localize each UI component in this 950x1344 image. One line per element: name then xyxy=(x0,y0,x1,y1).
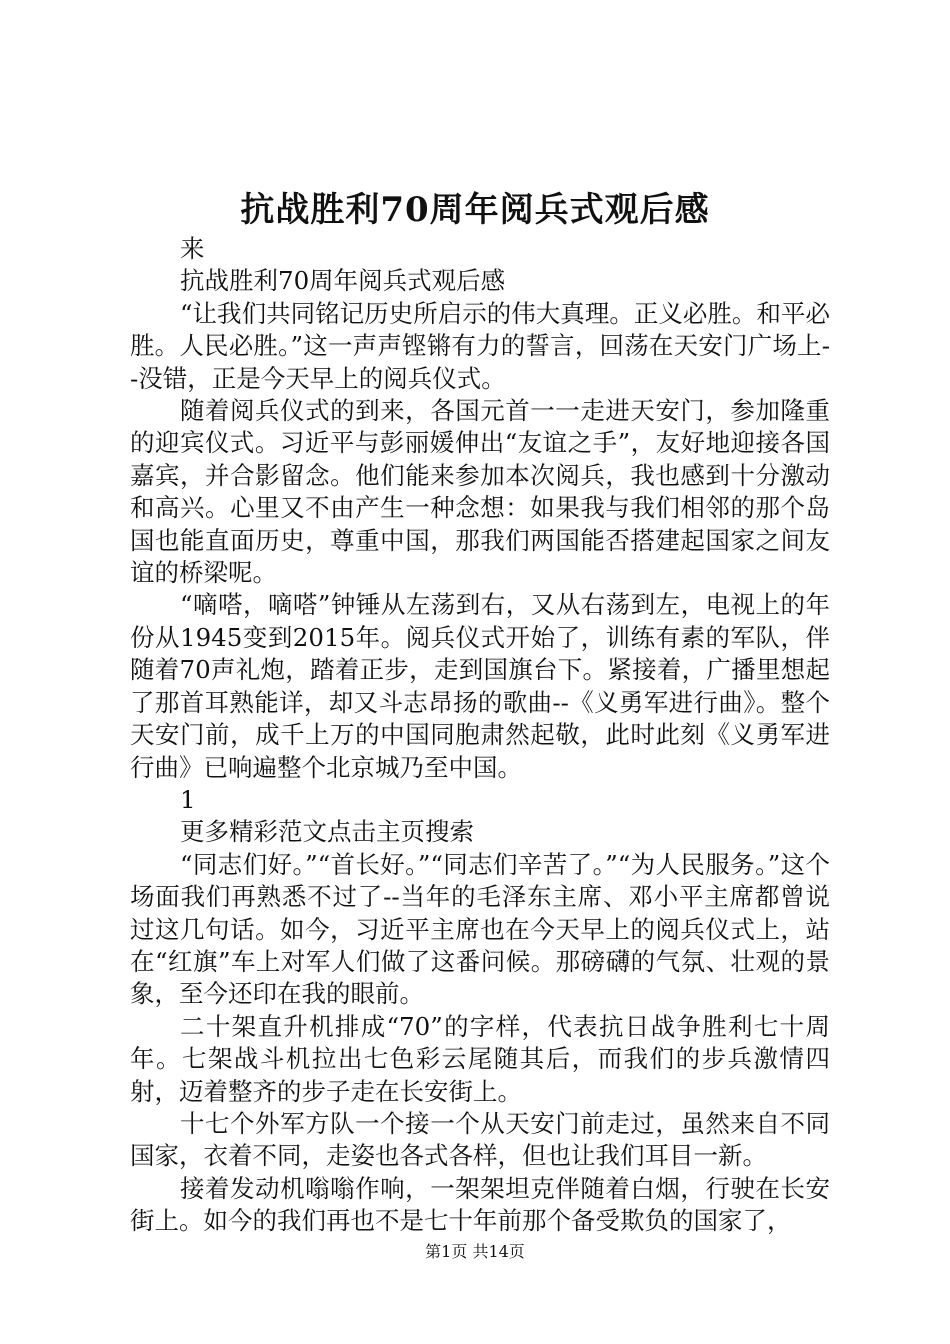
paragraph-lai: 来 xyxy=(180,234,205,263)
paragraph-page-number: 1 xyxy=(180,784,196,814)
paragraph: 十七个外军方队一个接一个从天安门前走过，虽然来自不同国家，衣着不同，走姿也各式各样，但也让我们耳目一新。 xyxy=(130,1108,830,1171)
paragraph: 接着发动机嗡嗡作响，一架架坦克伴随着白烟，行驶在长安街上。如今的我们再也不是七十年前那个备受欺负的国家了， xyxy=(130,1173,830,1236)
paragraph-promo: 更多精彩范文点击主页搜索 xyxy=(180,817,474,847)
paragraph: “嘀嗒，嘀嗒”钟锤从左荡到右，又从右荡到左，电视上的年份从1945变到2015年。阅兵仪式开始了，训练有素的军队，伴随着70声礼炮，踏着正步，走到国旗台下。紧接着，广播里想起了那首耳熟能详，却又斗志昂扬的歌曲--《义勇军进行曲》。整个天安门前，成千上万的中国同胞肃然起敬，此时此刻《义勇军进行曲》已响遍整个北京城乃至中国。 xyxy=(130,590,830,782)
paragraph: 二十架直升机排成“70”的字样，代表抗日战争胜利七十周年。七架战斗机拉出七色彩云尾随其后，而我们的步兵激情四射，迈着整齐的步子走在长安街上。 xyxy=(130,1011,830,1106)
document-title: 抗战胜利70周年阅兵式观后感 xyxy=(240,190,710,230)
paragraph: “让我们共同铭记历史所启示的伟大真理。正义必胜。和平必胜。人民必胜。”这一声声铿锵有力的誓言，回荡在天安门广场上--没错，正是今天早上的阅兵仪式。 xyxy=(130,298,830,393)
paragraph: 随着阅兵仪式的到来，各国元首一一走进天安门，参加隆重的迎宾仪式。习近平与彭丽媛伸出“友谊之手”，友好地迎接各国嘉宾，并合影留念。他们能来参加本次阅兵，我也感到十分激动和高兴。心里又不由产生一种念想：如果我与我们相邻的那个岛国也能直面历史，尊重中国，那我们两国能否搭建起国家之间友谊的桥梁呢。 xyxy=(130,396,830,588)
document-body xyxy=(130,233,830,1238)
paragraph-subtitle: 抗战胜利70周年阅兵式观后感 xyxy=(180,266,506,296)
page-footer: 第1页 共14页 xyxy=(425,1242,525,1261)
paragraph: “同志们好。”“首长好。”“同志们辛苦了。”“为人民服务。”这个场面我们再熟悉不过了--当年的毛泽东主席、邓小平主席都曾说过这几句话。如今，习近平主席也在今天早上的阅兵仪式上，站在“红旗”车上对军人们做了这番问候。那磅礴的气氛、壮观的景象，至今还印在我的眼前。 xyxy=(130,849,830,1009)
